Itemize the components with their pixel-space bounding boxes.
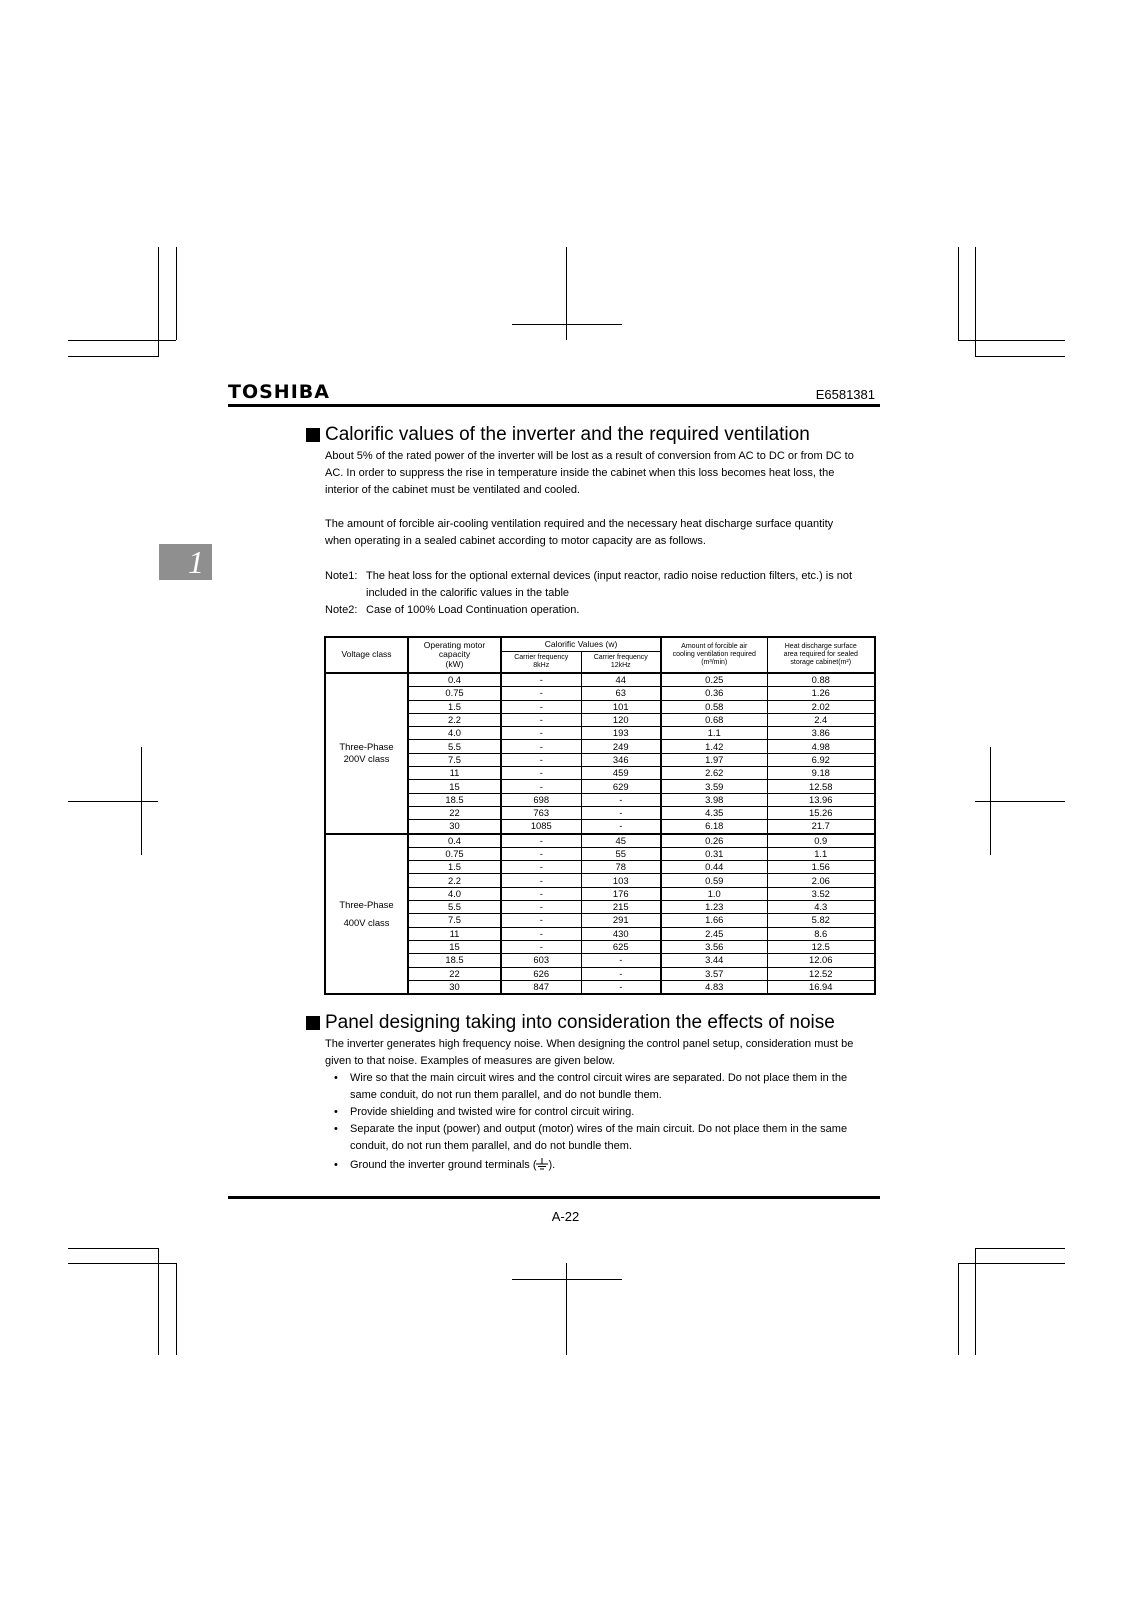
calorific-12khz-cell: 193 (581, 727, 661, 740)
calorific-12khz-cell: 629 (581, 780, 661, 793)
section-title-text: Calorific values of the inverter and the required ventilation (325, 424, 810, 445)
heat-discharge-cell: 0.9 (767, 834, 875, 848)
air-cooling-cell: 3.59 (661, 780, 767, 793)
air-cooling-cell: 1.1 (661, 727, 767, 740)
motor-capacity-cell: 2.2 (408, 713, 501, 726)
heat-discharge-cell: 2.02 (767, 700, 875, 713)
motor-capacity-cell: 2.2 (408, 874, 501, 887)
motor-capacity-cell: 0.75 (408, 847, 501, 860)
calorific-12khz-cell: 120 (581, 713, 661, 726)
voltage-class-cell (325, 834, 408, 995)
table-row (325, 874, 875, 887)
note-1 (325, 568, 880, 602)
motor-capacity-cell: 0.75 (408, 687, 501, 700)
text-line: The heat loss for the optional external devices (input reactor, radio noise reduction filters, etc.) is not (366, 570, 853, 582)
motor-capacity-cell: 30 (408, 980, 501, 994)
calorific-8khz-cell: 626 (501, 967, 581, 980)
calorific-12khz-cell: 45 (581, 834, 661, 848)
calorific-12khz-cell: 249 (581, 740, 661, 753)
calorific-12khz-cell: 625 (581, 940, 661, 953)
air-cooling-cell: 0.36 (661, 687, 767, 700)
motor-capacity-cell: 0.4 (408, 673, 501, 687)
motor-capacity-cell: 5.5 (408, 901, 501, 914)
table-row (325, 820, 875, 834)
note-label: Note1: (325, 570, 358, 582)
motor-capacity-cell: 4.0 (408, 887, 501, 900)
calorific-8khz-cell: - (501, 767, 581, 780)
calorific-8khz-cell: 603 (501, 954, 581, 967)
calorific-8khz-cell: - (501, 700, 581, 713)
header-line: Amount of forcible air (681, 643, 748, 650)
motor-capacity-cell: 30 (408, 820, 501, 834)
table-row (325, 740, 875, 753)
heat-discharge-cell: 12.06 (767, 954, 875, 967)
table-row (325, 954, 875, 967)
header-rule (228, 404, 880, 407)
air-cooling-cell: 0.44 (661, 861, 767, 874)
header-carrier-8khz (501, 651, 581, 673)
list-item (334, 1121, 882, 1155)
calorific-8khz-cell: - (501, 753, 581, 766)
table-row (325, 980, 875, 994)
calorific-12khz-cell: 215 (581, 901, 661, 914)
calorific-12khz-cell: 103 (581, 874, 661, 887)
table-row (325, 687, 875, 700)
footer-rule (228, 1196, 880, 1199)
voltage-class-line: Three-Phase (339, 741, 394, 753)
calorific-8khz-cell: - (501, 847, 581, 860)
calorific-values-table (324, 636, 876, 995)
table-row (325, 767, 875, 780)
motor-capacity-cell: 7.5 (408, 753, 501, 766)
section-title-calorific (306, 424, 810, 446)
table-row (325, 834, 875, 848)
heat-discharge-cell: 3.86 (767, 727, 875, 740)
square-bullet-icon (306, 1016, 320, 1030)
motor-capacity-cell: 1.5 (408, 700, 501, 713)
header-line: capacity (438, 649, 471, 660)
table-row (325, 727, 875, 740)
header-air-cooling (661, 637, 767, 673)
air-cooling-cell: 4.35 (661, 806, 767, 819)
list-item (334, 1104, 882, 1121)
air-cooling-cell: 0.58 (661, 700, 767, 713)
calorific-8khz-cell: 698 (501, 793, 581, 806)
text-line: The amount of forcible air-cooling ventilation required and the necessary heat discharge surface quantity (325, 518, 834, 530)
calorific-12khz-cell: - (581, 967, 661, 980)
air-cooling-cell: 2.45 (661, 927, 767, 940)
list-item-text: Provide shielding and twisted wire for control circuit wiring. (350, 1106, 635, 1118)
heat-discharge-cell: 1.56 (767, 861, 875, 874)
header-line: cooling ventilation required (672, 651, 756, 658)
list-item (334, 1157, 882, 1174)
calorific-8khz-cell: 847 (501, 980, 581, 994)
list-item-text (350, 1121, 847, 1155)
motor-capacity-cell: 11 (408, 927, 501, 940)
heat-discharge-cell: 8.6 (767, 927, 875, 940)
table-row (325, 780, 875, 793)
brand-logo: TOSHIBA (228, 381, 330, 403)
calorific-12khz-cell: - (581, 980, 661, 994)
calorific-12khz-cell: 63 (581, 687, 661, 700)
air-cooling-cell: 1.0 (661, 887, 767, 900)
table-row (325, 927, 875, 940)
heat-discharge-cell: 0.88 (767, 673, 875, 687)
calorific-12khz-cell: 459 (581, 767, 661, 780)
air-cooling-cell: 1.23 (661, 901, 767, 914)
heat-discharge-cell: 4.3 (767, 901, 875, 914)
text-line: AC. In order to suppress the rise in temperature inside the cabinet when this loss becomes heat loss, the (325, 467, 835, 479)
intro-paragraph (325, 448, 880, 499)
calorific-12khz-cell: 291 (581, 914, 661, 927)
list-item-text (350, 1157, 555, 1174)
table-row (325, 861, 875, 874)
heat-discharge-cell: 15.26 (767, 806, 875, 819)
text-line: Separate the input (power) and output (motor) wires of the main circuit. Do not place them in the same (350, 1123, 848, 1135)
calorific-12khz-cell: 78 (581, 861, 661, 874)
header-calorific-values: Calorific Values (w) (501, 637, 661, 651)
ventilation-paragraph (325, 516, 880, 550)
text-line: given to that noise. Examples of measures are given below. (325, 1055, 615, 1067)
motor-capacity-cell: 7.5 (408, 914, 501, 927)
document-number: E6581381 (815, 387, 875, 402)
motor-capacity-cell: 1.5 (408, 861, 501, 874)
header-carrier-12khz (581, 651, 661, 673)
air-cooling-cell: 1.42 (661, 740, 767, 753)
list-item (334, 1070, 882, 1104)
air-cooling-cell: 6.18 (661, 820, 767, 834)
motor-capacity-cell: 22 (408, 806, 501, 819)
heat-discharge-cell: 13.96 (767, 793, 875, 806)
calorific-12khz-cell: - (581, 793, 661, 806)
calorific-8khz-cell: - (501, 687, 581, 700)
air-cooling-cell: 1.97 (661, 753, 767, 766)
heat-discharge-cell: 1.1 (767, 847, 875, 860)
heat-discharge-cell: 5.82 (767, 914, 875, 927)
air-cooling-cell: 3.56 (661, 940, 767, 953)
text-line: same conduit, do not run them parallel, and do not bundle them. (350, 1089, 662, 1101)
text-line: when operating in a sealed cabinet according to motor capacity are as follows. (325, 535, 706, 547)
heat-discharge-cell: 1.26 (767, 687, 875, 700)
table-row (325, 673, 875, 687)
note-text: Case of 100% Load Continuation operation. (366, 604, 580, 616)
air-cooling-cell: 3.57 (661, 967, 767, 980)
table-row (325, 806, 875, 819)
calorific-8khz-cell: - (501, 834, 581, 848)
header-line: Carrier frequency (514, 653, 569, 661)
text-line: interior of the cabinet must be ventilated and cooled. (325, 484, 580, 496)
text-line: conduit, do not run them parallel, and do not bundle them. (350, 1140, 632, 1152)
heat-discharge-cell: 12.52 (767, 967, 875, 980)
air-cooling-cell: 0.31 (661, 847, 767, 860)
motor-capacity-cell: 15 (408, 780, 501, 793)
notes (325, 568, 880, 619)
text-segment: ). (548, 1159, 556, 1171)
list-item-text (350, 1070, 847, 1104)
note-label: Note2: (325, 604, 358, 616)
calorific-8khz-cell: - (501, 861, 581, 874)
section-title-noise (306, 1012, 835, 1034)
header-line: Operating motor (423, 639, 486, 650)
calorific-8khz-cell: - (501, 927, 581, 940)
air-cooling-cell: 4.83 (661, 980, 767, 994)
table-row (325, 700, 875, 713)
air-cooling-cell: 0.68 (661, 713, 767, 726)
heat-discharge-cell: 12.58 (767, 780, 875, 793)
table-row (325, 847, 875, 860)
table-row (325, 967, 875, 980)
square-bullet-icon (306, 428, 320, 442)
motor-capacity-cell: 0.4 (408, 834, 501, 848)
text-line: included in the calorific values in the table (366, 587, 570, 599)
calorific-8khz-cell: - (501, 874, 581, 887)
heat-discharge-cell: 21.7 (767, 820, 875, 834)
calorific-8khz-cell: 763 (501, 806, 581, 819)
air-cooling-cell: 0.59 (661, 874, 767, 887)
chapter-tab: 1 (159, 544, 212, 580)
heat-discharge-cell: 2.4 (767, 713, 875, 726)
header-line: (kW) (445, 658, 464, 669)
heat-discharge-cell: 3.52 (767, 887, 875, 900)
header-heat-discharge (767, 637, 875, 673)
bullet-icon: • (334, 1123, 338, 1135)
calorific-8khz-cell: - (501, 914, 581, 927)
calorific-12khz-cell: 346 (581, 753, 661, 766)
table-row (325, 793, 875, 806)
bullet-icon: • (334, 1159, 338, 1171)
calorific-12khz-cell: 101 (581, 700, 661, 713)
bullet-icon: • (334, 1106, 338, 1118)
calorific-12khz-cell: - (581, 954, 661, 967)
header-line: storage cabinet(m²) (790, 659, 852, 666)
note-text (366, 568, 852, 602)
header-line: Carrier frequency (593, 653, 648, 661)
voltage-class-cell (325, 673, 408, 834)
air-cooling-cell: 0.26 (661, 834, 767, 848)
ground-symbol-icon (536, 1158, 548, 1170)
air-cooling-cell: 0.25 (661, 673, 767, 687)
header-voltage-class: Voltage class (325, 637, 408, 673)
calorific-12khz-cell: 176 (581, 887, 661, 900)
calorific-8khz-cell: - (501, 673, 581, 687)
motor-capacity-cell: 4.0 (408, 727, 501, 740)
table-row (325, 914, 875, 927)
motor-capacity-cell: 18.5 (408, 793, 501, 806)
noise-measures-list (334, 1070, 882, 1174)
header-line: area required for sealed (783, 651, 858, 658)
header-line: 12kHz (610, 661, 631, 669)
air-cooling-cell: 3.98 (661, 793, 767, 806)
bullet-icon: • (334, 1072, 338, 1084)
motor-capacity-cell: 11 (408, 767, 501, 780)
air-cooling-cell: 2.62 (661, 767, 767, 780)
voltage-class-line: 200V class (343, 753, 390, 765)
air-cooling-cell: 1.66 (661, 914, 767, 927)
section-title-text: Panel designing taking into consideration the effects of noise (325, 1012, 835, 1033)
air-cooling-cell: 3.44 (661, 954, 767, 967)
calorific-8khz-cell: - (501, 887, 581, 900)
header-line: 8kHz (533, 661, 550, 669)
text-line: About 5% of the rated power of the inverter will be lost as a result of conversion from AC to DC or from DC to (325, 450, 854, 462)
table-row (325, 753, 875, 766)
voltage-class-line: 400V class (343, 916, 390, 928)
header-motor-capacity (408, 637, 501, 673)
table-row (325, 887, 875, 900)
calorific-8khz-cell: - (501, 780, 581, 793)
noise-paragraph (325, 1036, 880, 1070)
calorific-8khz-cell: - (501, 727, 581, 740)
motor-capacity-cell: 22 (408, 967, 501, 980)
motor-capacity-cell: 5.5 (408, 740, 501, 753)
heat-discharge-cell: 9.18 (767, 767, 875, 780)
calorific-12khz-cell: 55 (581, 847, 661, 860)
heat-discharge-cell: 6.92 (767, 753, 875, 766)
header-line: (m³/min) (701, 659, 728, 666)
table-row (325, 901, 875, 914)
voltage-class-line: Three-Phase (339, 898, 394, 910)
heat-discharge-cell: 16.94 (767, 980, 875, 994)
heat-discharge-cell: 2.06 (767, 874, 875, 887)
calorific-12khz-cell: - (581, 806, 661, 819)
calorific-12khz-cell: 430 (581, 927, 661, 940)
heat-discharge-cell: 12.5 (767, 940, 875, 953)
table-row (325, 713, 875, 726)
motor-capacity-cell: 15 (408, 940, 501, 953)
calorific-8khz-cell: - (501, 901, 581, 914)
header-line: Heat discharge surface (784, 643, 857, 650)
heat-discharge-cell: 4.98 (767, 740, 875, 753)
calorific-8khz-cell: - (501, 940, 581, 953)
calorific-8khz-cell: - (501, 740, 581, 753)
table-row (325, 940, 875, 953)
calorific-12khz-cell: 44 (581, 673, 661, 687)
text-segment: Ground the inverter ground terminals ( (350, 1159, 537, 1171)
note-2 (325, 602, 880, 619)
text-line: The inverter generates high frequency noise. When designing the control panel setup, consideration must be (325, 1038, 854, 1050)
calorific-12khz-cell: - (581, 820, 661, 834)
text-line: Wire so that the main circuit wires and the control circuit wires are separated. Do not place them in the (350, 1072, 848, 1084)
motor-capacity-cell: 18.5 (408, 954, 501, 967)
calorific-8khz-cell: 1085 (501, 820, 581, 834)
calorific-8khz-cell: - (501, 713, 581, 726)
page-number: A-22 (551, 1209, 580, 1224)
